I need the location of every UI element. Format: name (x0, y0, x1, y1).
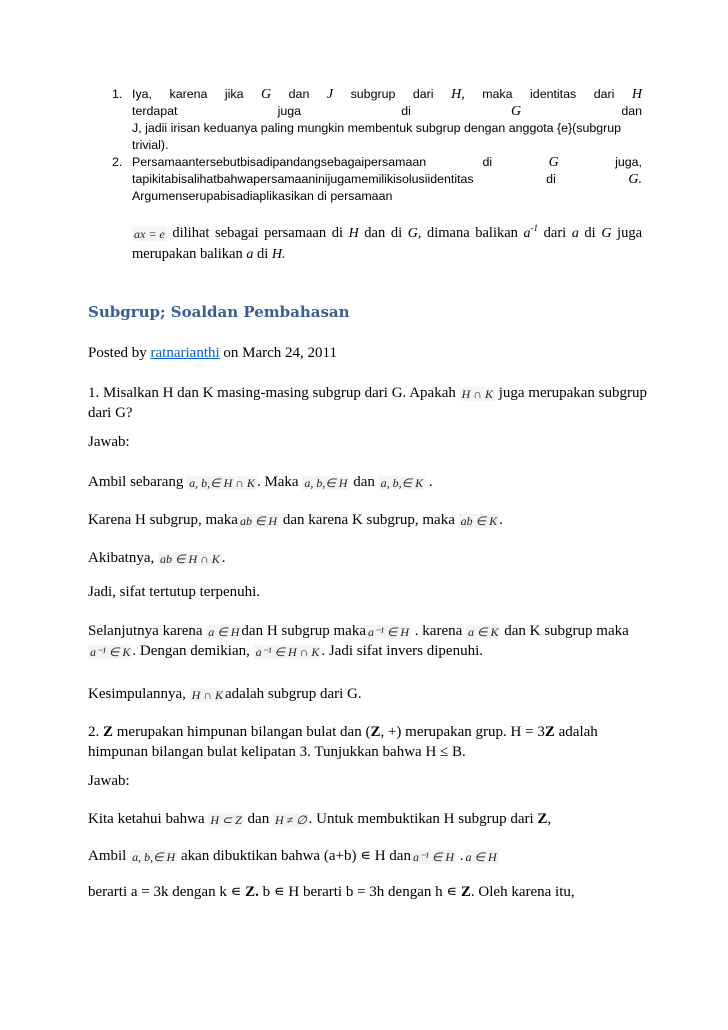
formula-image: a, b,∈ H ∩ K (189, 475, 255, 490)
formula-image: ab ∈ H (239, 513, 278, 528)
numbered-list (112, 86, 642, 205)
list-item (112, 154, 642, 205)
paragraph: Ambil sebarang a, b,∈ H ∩ K . Maka a, b,∈ H dan a, b,∈ K . (88, 474, 433, 490)
formula-image: a⁻¹ ∈ H ∩ K (255, 644, 320, 659)
equation-paragraph: ax = e dilihat sebagai persamaan di H dan di G, dimana balikan $a^{-1}$ dari a di G juga merupakan balikan a di H. (132, 223, 643, 262)
formula-image: a⁻¹ ∈ H (412, 849, 455, 864)
formula-image: ax = e (134, 226, 165, 241)
post-meta: Posted by ratnarianthi on March 24, 2011 (88, 345, 337, 361)
formula-image: a⁻¹ ∈ H (367, 624, 410, 639)
section-heading: Subgrup; Soaldan Pembahasan (88, 303, 350, 321)
formula-image: a ∈ K (468, 624, 499, 639)
paragraph: Jadi, sifat tertutup terpenuhi. (88, 584, 261, 600)
paragraph: Selanjutnya karena a ∈ H dan H subgrup maka a⁻¹ ∈ H . karena a ∈ K dan K subgrup maka a⁻¹ ∈ K . Dengan demikian, a⁻¹ ∈ H ∩ K . Jadi sifat invers dipenuhi. (88, 623, 629, 659)
formula-image: H ∩ K (191, 687, 223, 702)
list-line: tapikitabisalihatbahwapersamaaninijugamemilikisolusiidentitas di G. (132, 172, 642, 187)
list-line: Argumenserupabisadiaplikasikan di persamaan (132, 189, 393, 203)
paragraph: berarti a = 3k dengan k ∊ Z. b ∊ H berarti b = 3h dengan h ∊ Z. Oleh karena itu, (88, 884, 575, 900)
question-1: 1. Misalkan H dan K masing-masing subgrup dari G. Apakah H ∩ K juga merupakan subgrup dari G? (88, 385, 647, 421)
paragraph: Ambil a, b,∈ H akan dibuktikan bahwa (a+b) ∊ H dan a⁻¹ ∈ H . a ∈ H (88, 848, 497, 864)
formula-image: a⁻¹ ∈ K (90, 644, 131, 659)
paragraph: Kita ketahui bahwa H ⊂ Z dan H ≠ ∅ . Untuk membuktikan H subgrup dari Z, (88, 811, 552, 827)
formula-image: a ∈ H (465, 849, 497, 864)
formula-image: ab ∈ H ∩ K (159, 551, 220, 566)
formula-image: a, b,∈ K (380, 475, 424, 490)
list-line: J, jadii irisan keduanya paling mungkin membentuk subgrup dengan anggota {e}(subgrup (132, 121, 622, 135)
question-2: 2. Z merupakan himpunan bilangan bulat dan (Z, +) merupakan grup. H = 3Z adalah himpunan bilangan bulat kelipatan 3. Tunjukkan bahwa H ≤ B. (88, 724, 598, 760)
list-number: 1. (112, 87, 123, 101)
formula-image: H ∩ K (461, 386, 493, 401)
formula-image: a, b,∈ H (132, 849, 176, 864)
list-line: trivial). (132, 138, 169, 152)
author-link[interactable]: ratnarianthi (150, 345, 220, 361)
answer-label: Jawab: (88, 434, 130, 450)
paragraph: Kesimpulannya, H ∩ K adalah subgrup dari G. (88, 686, 362, 702)
paragraph: Akibatnya, ab ∈ H ∩ K . (88, 550, 226, 566)
formula-image: a, b,∈ H (304, 475, 348, 490)
list-line: Iya, karena jika G dan J subgrup dari H, maka identitas dari H (132, 87, 643, 102)
formula-image: a ∈ H (208, 624, 240, 639)
list-line: terdapat juga di G dan (132, 104, 642, 119)
formula-image: H ≠ ∅ (274, 812, 307, 827)
formula-image: H ⊂ Z (210, 812, 242, 827)
answer-label: Jawab: (88, 773, 130, 789)
list-item (112, 86, 642, 154)
paragraph: Karena H subgrup, maka ab ∈ H dan karena K subgrup, maka ab ∈ K . (88, 512, 503, 528)
formula-image: ab ∈ K (460, 513, 498, 528)
list-line: Persamaantersebutbisadipandangsebagaipersamaan di G juga, (132, 155, 642, 170)
list-number: 2. (112, 155, 123, 169)
